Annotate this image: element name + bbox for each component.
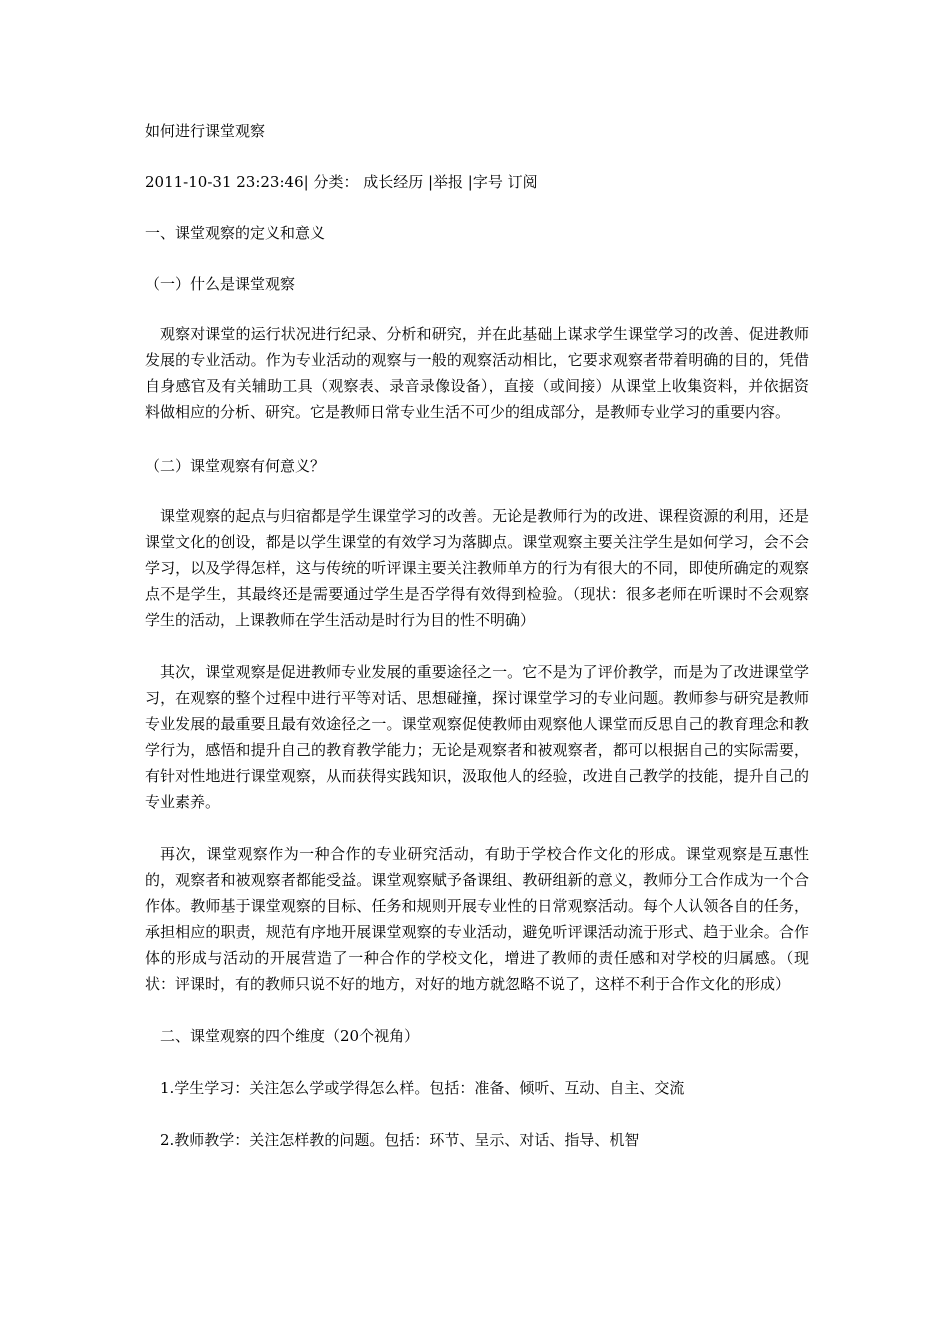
paragraph-definition: 观察对课堂的运行状况进行纪录、分析和研究，并在此基础上谋求学生课堂学习的改善、促进教师发展的专业活动。作为专业活动的观察与一般的观察活动相比，它要求观察者带着明确的目的，凭借自身感官及有关辅助工具（观察表、录音录像设备），直接（或间接）从课堂上收集资料，并依据资料做相应的分析、研究。它是教师日常专业生活不可少的组成部分，是教师专业学习的重要内容。 xyxy=(145,325,809,421)
section-heading-1: 一、课堂观察的定义和意义 xyxy=(145,224,326,242)
section-heading-2: 二、课堂观察的四个维度（20个视角） xyxy=(160,1027,420,1045)
subsection-heading-1: （一）什么是课堂观察 xyxy=(145,275,296,293)
paragraph-significance-2: 其次，课堂观察是促进教师专业发展的重要途径之一。它不是为了评价教学，而是为了改进课堂学习，在观察的整个过程中进行平等对话、思想碰撞，探讨课堂学习的专业问题。教师参与研究是教师专业发展的最重要且最有效途径之一。课堂观察促使教师由观察他人课堂而反思自己的教育理念和教学行为，感悟和提升自己的教育教学能力；无论是观察者和被观察者，都可以根据自己的实际需要，有针对性地进行课堂观察，从而获得实践知识，汲取他人的经验，改进自己教学的技能，提升自己的专业素养。 xyxy=(145,663,809,811)
list-item-student-learning: 1.学生学习：关注怎么学或学得怎么样。包括：准备、倾听、互动、自主、交流 xyxy=(160,1079,685,1097)
document-page xyxy=(145,118,809,1153)
subsection-heading-2: （二）课堂观察有何意义？ xyxy=(145,457,326,475)
list-item-teacher-teaching: 2.教师教学：关注怎样教的问题。包括：环节、呈示、对话、指导、机智 xyxy=(160,1131,640,1149)
paragraph-significance-1: 课堂观察的起点与归宿都是学生课堂学习的改善。无论是教师行为的改进、课程资源的利用，还是课堂文化的创设，都是以学生课堂的有效学习为落脚点。课堂观察主要关注学生是如何学习，会不会学习，以及学得怎样，这与传统的听评课主要关注教师单方的行为有很大的不同，即使所确定的观察点不是学生，其最终还是需要通过学生是否学得有效得到检验。（现状：很多老师在听课时不会观察学生的活动，上课教师在学生活动是时行为目的性不明确） xyxy=(145,507,809,629)
post-meta: 2011-10-31 23:23:46| 分类： 成长经历 |举报 |字号 订阅 xyxy=(145,173,538,191)
paragraph-significance-3: 再次，课堂观察作为一种合作的专业研究活动，有助于学校合作文化的形成。课堂观察是互惠性的，观察者和被观察者都能受益。课堂观察赋予备课组、教研组新的意义，教师分工合作成为一个合作体。教师基于课堂观察的目标、任务和规则开展专业性的日常观察活动。每个人认领各自的任务，承担相应的职责，规范有序地开展课堂观察的专业活动，避免听评课活动流于形式、趋于业余。合作体的形成与活动的开展营造了一种合作的学校文化，增进了教师的责任感和对学校的归属感。（现状：评课时，有的教师只说不好的地方，对好的地方就忽略不说了，这样不利于合作文化的形成） xyxy=(145,845,809,993)
document-title: 如何进行课堂观察 xyxy=(145,122,266,140)
